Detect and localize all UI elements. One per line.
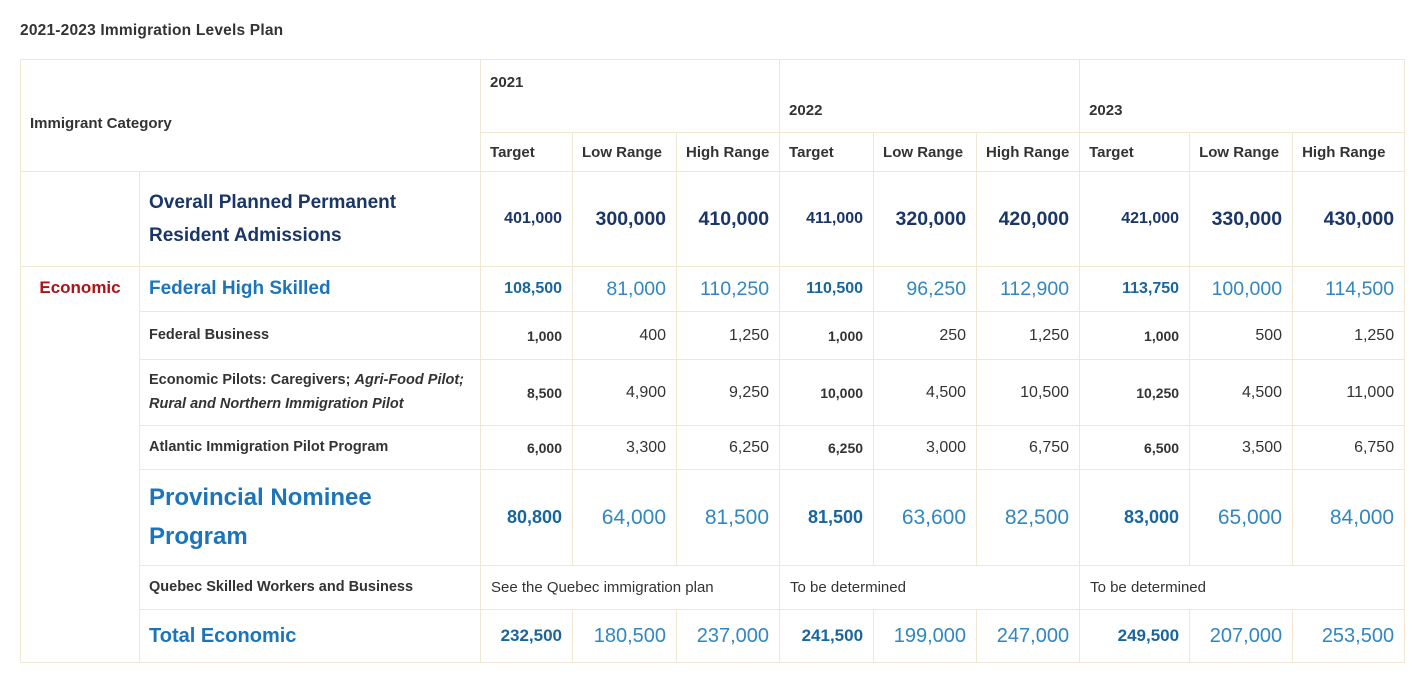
overall-2022-high: 420,000 — [977, 172, 1080, 267]
overall-2021-high: 410,000 — [677, 172, 780, 267]
overall-label — [140, 172, 481, 267]
economic-pilots-label-line2: Rural and Northern Immigration Pilot — [149, 395, 404, 412]
atlantic-2022-target: 6,250 — [780, 426, 874, 470]
fhs-2021-high: 110,250 — [677, 267, 780, 312]
fhs-2021-low: 81,000 — [573, 267, 677, 312]
row-economic-pilots — [21, 360, 1405, 426]
row-atlantic-pilot — [21, 426, 1405, 470]
fedbiz-2023-high: 1,250 — [1293, 312, 1405, 360]
pnp-2023-low: 65,000 — [1190, 470, 1293, 566]
fhs-2021-target: 108,500 — [481, 267, 573, 312]
page-title: 2021-2023 Immigration Levels Plan — [20, 22, 284, 39]
header-2021-low-range: Low Range — [573, 133, 677, 172]
year-header-row — [21, 60, 1405, 133]
overall-2021-target: 401,000 — [481, 172, 573, 267]
provincial-nominee-label — [140, 470, 481, 566]
header-2022-target: Target — [780, 133, 874, 172]
atlantic-2022-high: 6,750 — [977, 426, 1080, 470]
pnp-2022-low: 63,600 — [874, 470, 977, 566]
pilots-2021-target: 8,500 — [481, 360, 573, 426]
provincial-nominee-label-text: Provincial Nominee Program — [149, 484, 372, 550]
total-2021-high: 237,000 — [677, 610, 780, 663]
overall-2023-high: 430,000 — [1293, 172, 1405, 267]
atlantic-2023-target: 6,500 — [1080, 426, 1190, 470]
year-2023-header: 2023 — [1080, 60, 1405, 133]
atlantic-2021-low: 3,300 — [573, 426, 677, 470]
pnp-2023-high: 84,000 — [1293, 470, 1405, 566]
overall-empty-group-cell — [21, 172, 140, 267]
atlantic-2021-target: 6,000 — [481, 426, 573, 470]
pilots-2023-high: 11,000 — [1293, 360, 1405, 426]
fedbiz-2021-high: 1,250 — [677, 312, 780, 360]
table-header — [21, 60, 1405, 172]
header-2022-high-range: High Range — [977, 133, 1080, 172]
total-2023-target: 249,500 — [1080, 610, 1190, 663]
overall-2023-low: 330,000 — [1190, 172, 1293, 267]
table-body — [21, 172, 1405, 663]
fedbiz-2022-target: 1,000 — [780, 312, 874, 360]
pilots-2023-low: 4,500 — [1190, 360, 1293, 426]
header-2021-target: Target — [481, 133, 573, 172]
overall-2022-low: 320,000 — [874, 172, 977, 267]
row-federal-high-skilled — [21, 267, 1405, 312]
total-2023-low: 207,000 — [1190, 610, 1293, 663]
total-economic-label: Total Economic — [140, 610, 481, 663]
immigrant-category-header: Immigrant Category — [21, 60, 481, 172]
pnp-2021-target: 80,800 — [481, 470, 573, 566]
pilots-2022-high: 10,500 — [977, 360, 1080, 426]
atlantic-2022-low: 3,000 — [874, 426, 977, 470]
quebec-2023-note: To be determined — [1080, 566, 1405, 610]
pilots-2021-low: 4,900 — [573, 360, 677, 426]
year-2021-header: 2021 — [481, 60, 780, 133]
fhs-2022-low: 96,250 — [874, 267, 977, 312]
overall-2023-target: 421,000 — [1080, 172, 1190, 267]
total-2022-low: 199,000 — [874, 610, 977, 663]
fedbiz-2021-low: 400 — [573, 312, 677, 360]
fhs-2023-high: 114,500 — [1293, 267, 1405, 312]
header-2021-high-range: High Range — [677, 133, 780, 172]
overall-2021-low: 300,000 — [573, 172, 677, 267]
pnp-2022-high: 82,500 — [977, 470, 1080, 566]
federal-high-skilled-label: Federal High Skilled — [140, 267, 481, 312]
economic-pilots-label-line1: Economic Pilots: Caregivers; Agri-Food Pilot; — [149, 372, 465, 389]
economic-group-label: Economic — [21, 267, 140, 663]
pnp-2021-low: 64,000 — [573, 470, 677, 566]
fhs-2023-low: 100,000 — [1190, 267, 1293, 312]
atlantic-2021-high: 6,250 — [677, 426, 780, 470]
atlantic-2023-high: 6,750 — [1293, 426, 1405, 470]
year-2022-header: 2022 — [780, 60, 1080, 133]
pilots-2021-high: 9,250 — [677, 360, 780, 426]
pnp-2021-high: 81,500 — [677, 470, 780, 566]
total-2023-high: 253,500 — [1293, 610, 1405, 663]
pilots-2022-target: 10,000 — [780, 360, 874, 426]
fhs-2022-high: 112,900 — [977, 267, 1080, 312]
header-2023-high-range: High Range — [1293, 133, 1405, 172]
total-2022-target: 241,500 — [780, 610, 874, 663]
fedbiz-2022-high: 1,250 — [977, 312, 1080, 360]
economic-pilots-label — [140, 360, 481, 426]
pilots-2023-target: 10,250 — [1080, 360, 1190, 426]
fedbiz-2021-target: 1,000 — [481, 312, 573, 360]
row-provincial-nominee — [21, 470, 1405, 566]
row-overall-admissions — [21, 172, 1405, 267]
fhs-2023-target: 113,750 — [1080, 267, 1190, 312]
quebec-label: Quebec Skilled Workers and Business — [140, 566, 481, 610]
fedbiz-2022-low: 250 — [874, 312, 977, 360]
header-2022-low-range: Low Range — [874, 133, 977, 172]
fhs-2022-target: 110,500 — [780, 267, 874, 312]
fedbiz-2023-low: 500 — [1190, 312, 1293, 360]
header-2023-target: Target — [1080, 133, 1190, 172]
total-2021-target: 232,500 — [481, 610, 573, 663]
total-2022-high: 247,000 — [977, 610, 1080, 663]
pilots-2022-low: 4,500 — [874, 360, 977, 426]
row-total-economic — [21, 610, 1405, 663]
atlantic-label: Atlantic Immigration Pilot Program — [140, 426, 481, 470]
fedbiz-2023-target: 1,000 — [1080, 312, 1190, 360]
atlantic-2023-low: 3,500 — [1190, 426, 1293, 470]
overall-2022-target: 411,000 — [780, 172, 874, 267]
quebec-2022-note: To be determined — [780, 566, 1080, 610]
row-quebec-skilled — [21, 566, 1405, 610]
overall-label-text: Overall Planned Permanent Resident Admissions — [149, 191, 397, 246]
row-federal-business — [21, 312, 1405, 360]
pnp-2022-target: 81,500 — [780, 470, 874, 566]
total-2021-low: 180,500 — [573, 610, 677, 663]
header-2023-low-range: Low Range — [1190, 133, 1293, 172]
quebec-2021-note: See the Quebec immigration plan — [481, 566, 780, 610]
immigration-levels-table — [20, 59, 1405, 663]
federal-business-label: Federal Business — [140, 312, 481, 360]
pnp-2023-target: 83,000 — [1080, 470, 1190, 566]
